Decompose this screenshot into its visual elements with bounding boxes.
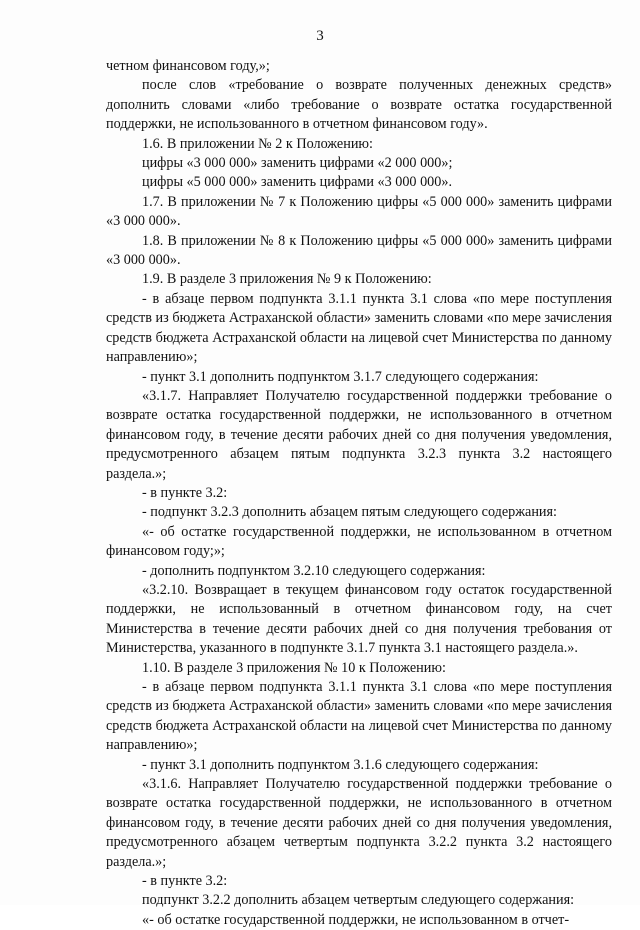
paragraph: 1.6. В приложении № 2 к Положению: xyxy=(142,135,373,152)
paragraph: подпункт 3.2.2 дополнить абзацем четвертым следующего содержания: xyxy=(142,892,575,909)
paragraph: - в пункте 3.2: xyxy=(142,873,228,890)
paragraph: «- об остатке государственной поддержки, не использованном в отчет- xyxy=(142,911,570,928)
paragraph: «3.1.7. Направляет Получателю государственной поддержки требование о возврате остатка государственной поддержки, не использованного в отчетном финансовом году, в течение десяти рабочих дней со дня получения уведомления, предусмотренного абзацем пятым подпункта 3.2.3 пункта 3.2 настоящего раздела.»; xyxy=(106,387,612,482)
page-number: 3 xyxy=(316,28,324,44)
paragraph: 1.9. В разделе 3 приложения № 9 к Положению: xyxy=(142,271,432,288)
paragraph: - пункт 3.1 дополнить подпунктом 3.1.7 следующего содержания: xyxy=(142,368,539,385)
paragraph: - в пункте 3.2: xyxy=(142,484,228,501)
paragraph: «3.1.6. Направляет Получателю государственной поддержки требование о возврате остатка государственной поддержки, не использованного в отчетном финансовом году, в течение десяти рабочих дней со дня получения уведомления, предусмотренного абзацем четвертым подпункта 3.2.2 пункта 3.2 настоящего раздела.»; xyxy=(106,776,612,870)
paragraph: 1.7. В приложении № 7 к Положению цифры «5 000 000» заменить цифрами «3 000 000». xyxy=(106,193,612,230)
paragraph: цифры «5 000 000» заменить цифрами «3 000 000». xyxy=(142,174,452,191)
paragraph: 1.10. В разделе 3 приложения № 10 к Положению: xyxy=(142,659,446,676)
paragraph: - пункт 3.1 дополнить подпунктом 3.1.6 следующего содержания: xyxy=(142,756,539,773)
paragraph: - в абзаце первом подпункта 3.1.1 пункта 3.1 слова «по мере поступления средств из бюджета Астраханской области» заменить словами «по мере зачисления средств бюджета Астраханской области на лицевой счет Министерства по данному направлению»; xyxy=(106,679,612,754)
paragraph: «3.2.10. Возвращает в текущем финансовом году остаток государственной поддержки, не использованный в отчетном финансовом году, на счет Министерства в течение десяти рабочих дней со дня получения требования от Министерства, указанного в подпункте 3.1.7 пункта 3.1 настоящего раздела.». xyxy=(106,581,612,657)
paragraph: цифры «3 000 000» заменить цифрами «2 000 000»; xyxy=(142,155,453,172)
paragraph: после слов «требование о возврате полученных денежных средств» дополнить словами «либо требование о возврате остатка государственной поддержки, не использованного в отчетном финансовом году». xyxy=(106,77,612,133)
document-body xyxy=(106,57,612,930)
paragraph: - подпункт 3.2.3 дополнить абзацем пятым следующего содержания: xyxy=(142,504,557,521)
paragraph: - в абзаце первом подпункта 3.1.1 пункта 3.1 слова «по мере поступления средств из бюджета Астраханской области» заменить словами «по мере зачисления средств бюджета Астраханской области на лицевой счет Министерства по данному направлению»; xyxy=(106,290,612,366)
paragraph: 1.8. В приложении № 8 к Положению цифры «5 000 000» заменить цифрами «3 000 000». xyxy=(106,232,612,269)
paragraph: «- об остатке государственной поддержки, не использованном в отчетном финансовом году;»; xyxy=(106,523,612,560)
paragraph: четном финансовом году,»; xyxy=(106,58,270,74)
paragraph: - дополнить подпунктом 3.2.10 следующего содержания: xyxy=(142,562,486,579)
